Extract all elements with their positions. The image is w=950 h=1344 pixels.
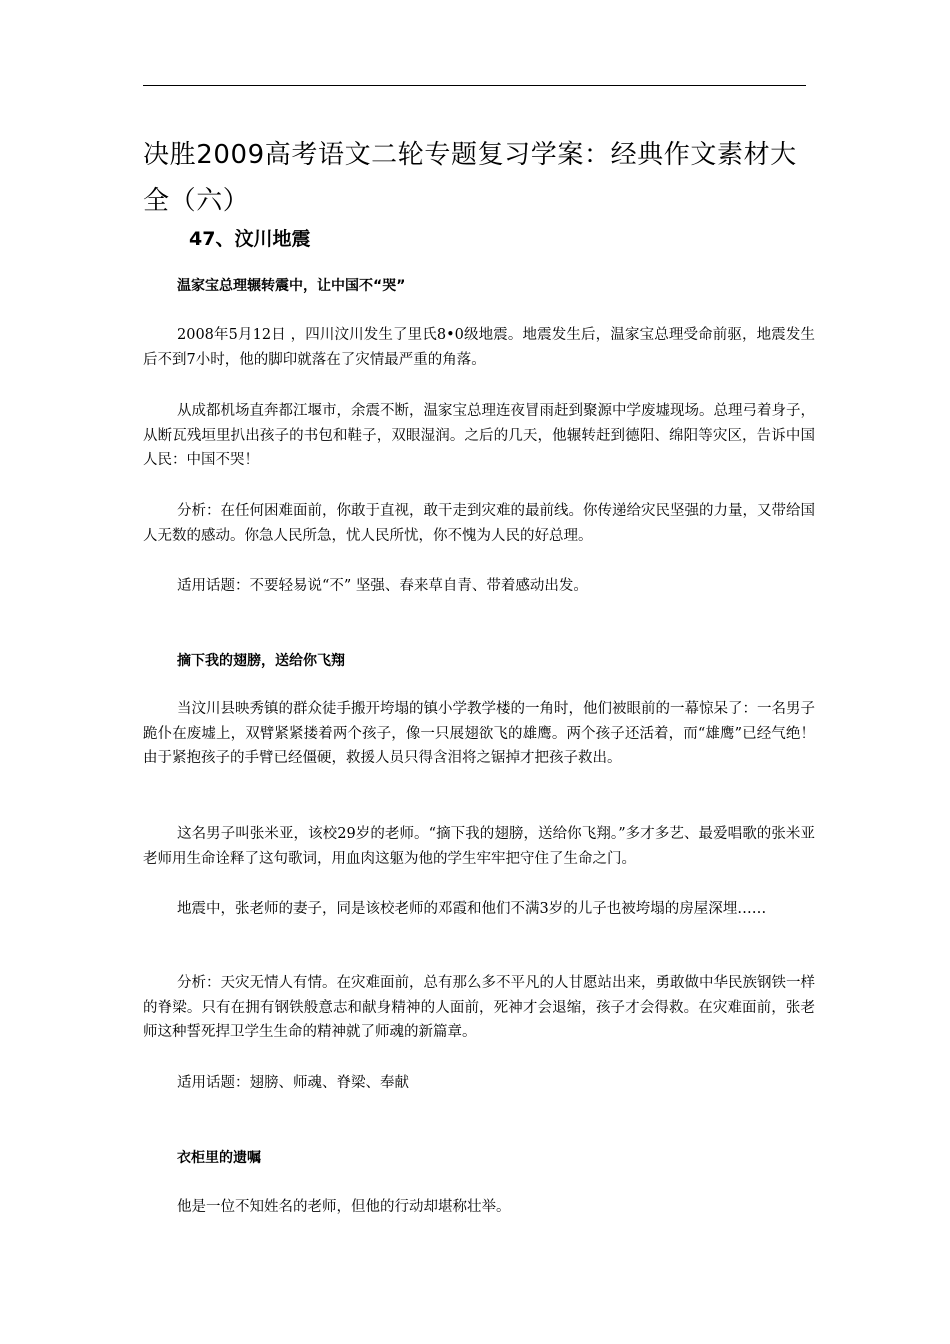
section-heading: 47、汶川地震 <box>189 228 311 250</box>
analysis-paragraph: 分析：在任何困难面前，你敢于直视，敢干走到灾难的最前线。你传递给灾民坚强的力量，又带给国人无数的感动。你急人民所急，忧人民所忧，你不愧为人民的好总理。 <box>143 503 815 544</box>
article-paragraph: 这名男子叫张米亚，该校29岁的老师。“摘下我的翅膀，送给你飞翔。”多才多艺、最爱唱歌的张米亚老师用生命诠释了这句歌词，用血肉这躯为他的学生牢牢把守住了生命之门。 <box>143 826 815 867</box>
article-paragraph: 2008年5月12日 ，四川汶川发生了里氏8•0级地震。地震发生后，温家宝总理受命前驱，地震发生后不到7小时，他的脚印就落在了灾情最严重的角落。 <box>143 327 815 368</box>
analysis-paragraph: 分析：天灾无情人有情。在灾难面前，总有那么多不平凡的人甘愿站出来，勇敢做中华民族钢铁一样的脊梁。只有在拥有钢铁般意志和献身精神的人面前，死神才会退缩，孩子才会得救。在灾难面前，张老师这种誓死捍卫学生生命的精神就了师魂的新篇章。 <box>143 975 815 1040</box>
header-rule <box>143 85 806 86</box>
article-heading: 温家宝总理辗转震中，让中国不“哭” <box>177 278 406 294</box>
article-paragraph: 他是一位不知姓名的老师，但他的行动却堪称壮举。 <box>177 1199 511 1215</box>
topics-paragraph: 适用话题：翅膀、师魂、脊梁、奉献 <box>177 1075 409 1091</box>
topics-paragraph: 适用话题：不要轻易说“不” 坚强、春来草自青、带着感动出发。 <box>177 578 588 594</box>
document-title: 决胜2009高考语文二轮专题复习学案：经典作文素材大全（六） <box>143 140 797 216</box>
article-paragraph: 从成都机场直奔都江堰市，余震不断，温家宝总理连夜冒雨赶到聚源中学废墟现场。总理弓着身子，从断瓦残垣里扒出孩子的书包和鞋子，双眼湿润。之后的几天，他辗转赶到德阳、绵阳等灾区，告诉中国人民：中国不哭！ <box>143 403 815 468</box>
article-heading: 衣柜里的遗嘱 <box>177 1150 261 1166</box>
article-heading: 摘下我的翅膀，送给你飞翔 <box>177 653 345 669</box>
article-paragraph: 当汶川县映秀镇的群众徒手搬开垮塌的镇小学教学楼的一角时，他们被眼前的一幕惊呆了：一名男子跪仆在废墟上，双臂紧紧搂着两个孩子，像一只展翅欲飞的雄鹰。两个孩子还活着，而“雄鹰”已经气绝！由于紧抱孩子的手臂已经僵硬，救援人员只得含泪将之锯掉才把孩子救出。 <box>143 701 815 766</box>
article-paragraph: 地震中，张老师的妻子，同是该校老师的邓霞和他们不满3岁的儿子也被垮塌的房屋深埋…… <box>177 901 767 917</box>
